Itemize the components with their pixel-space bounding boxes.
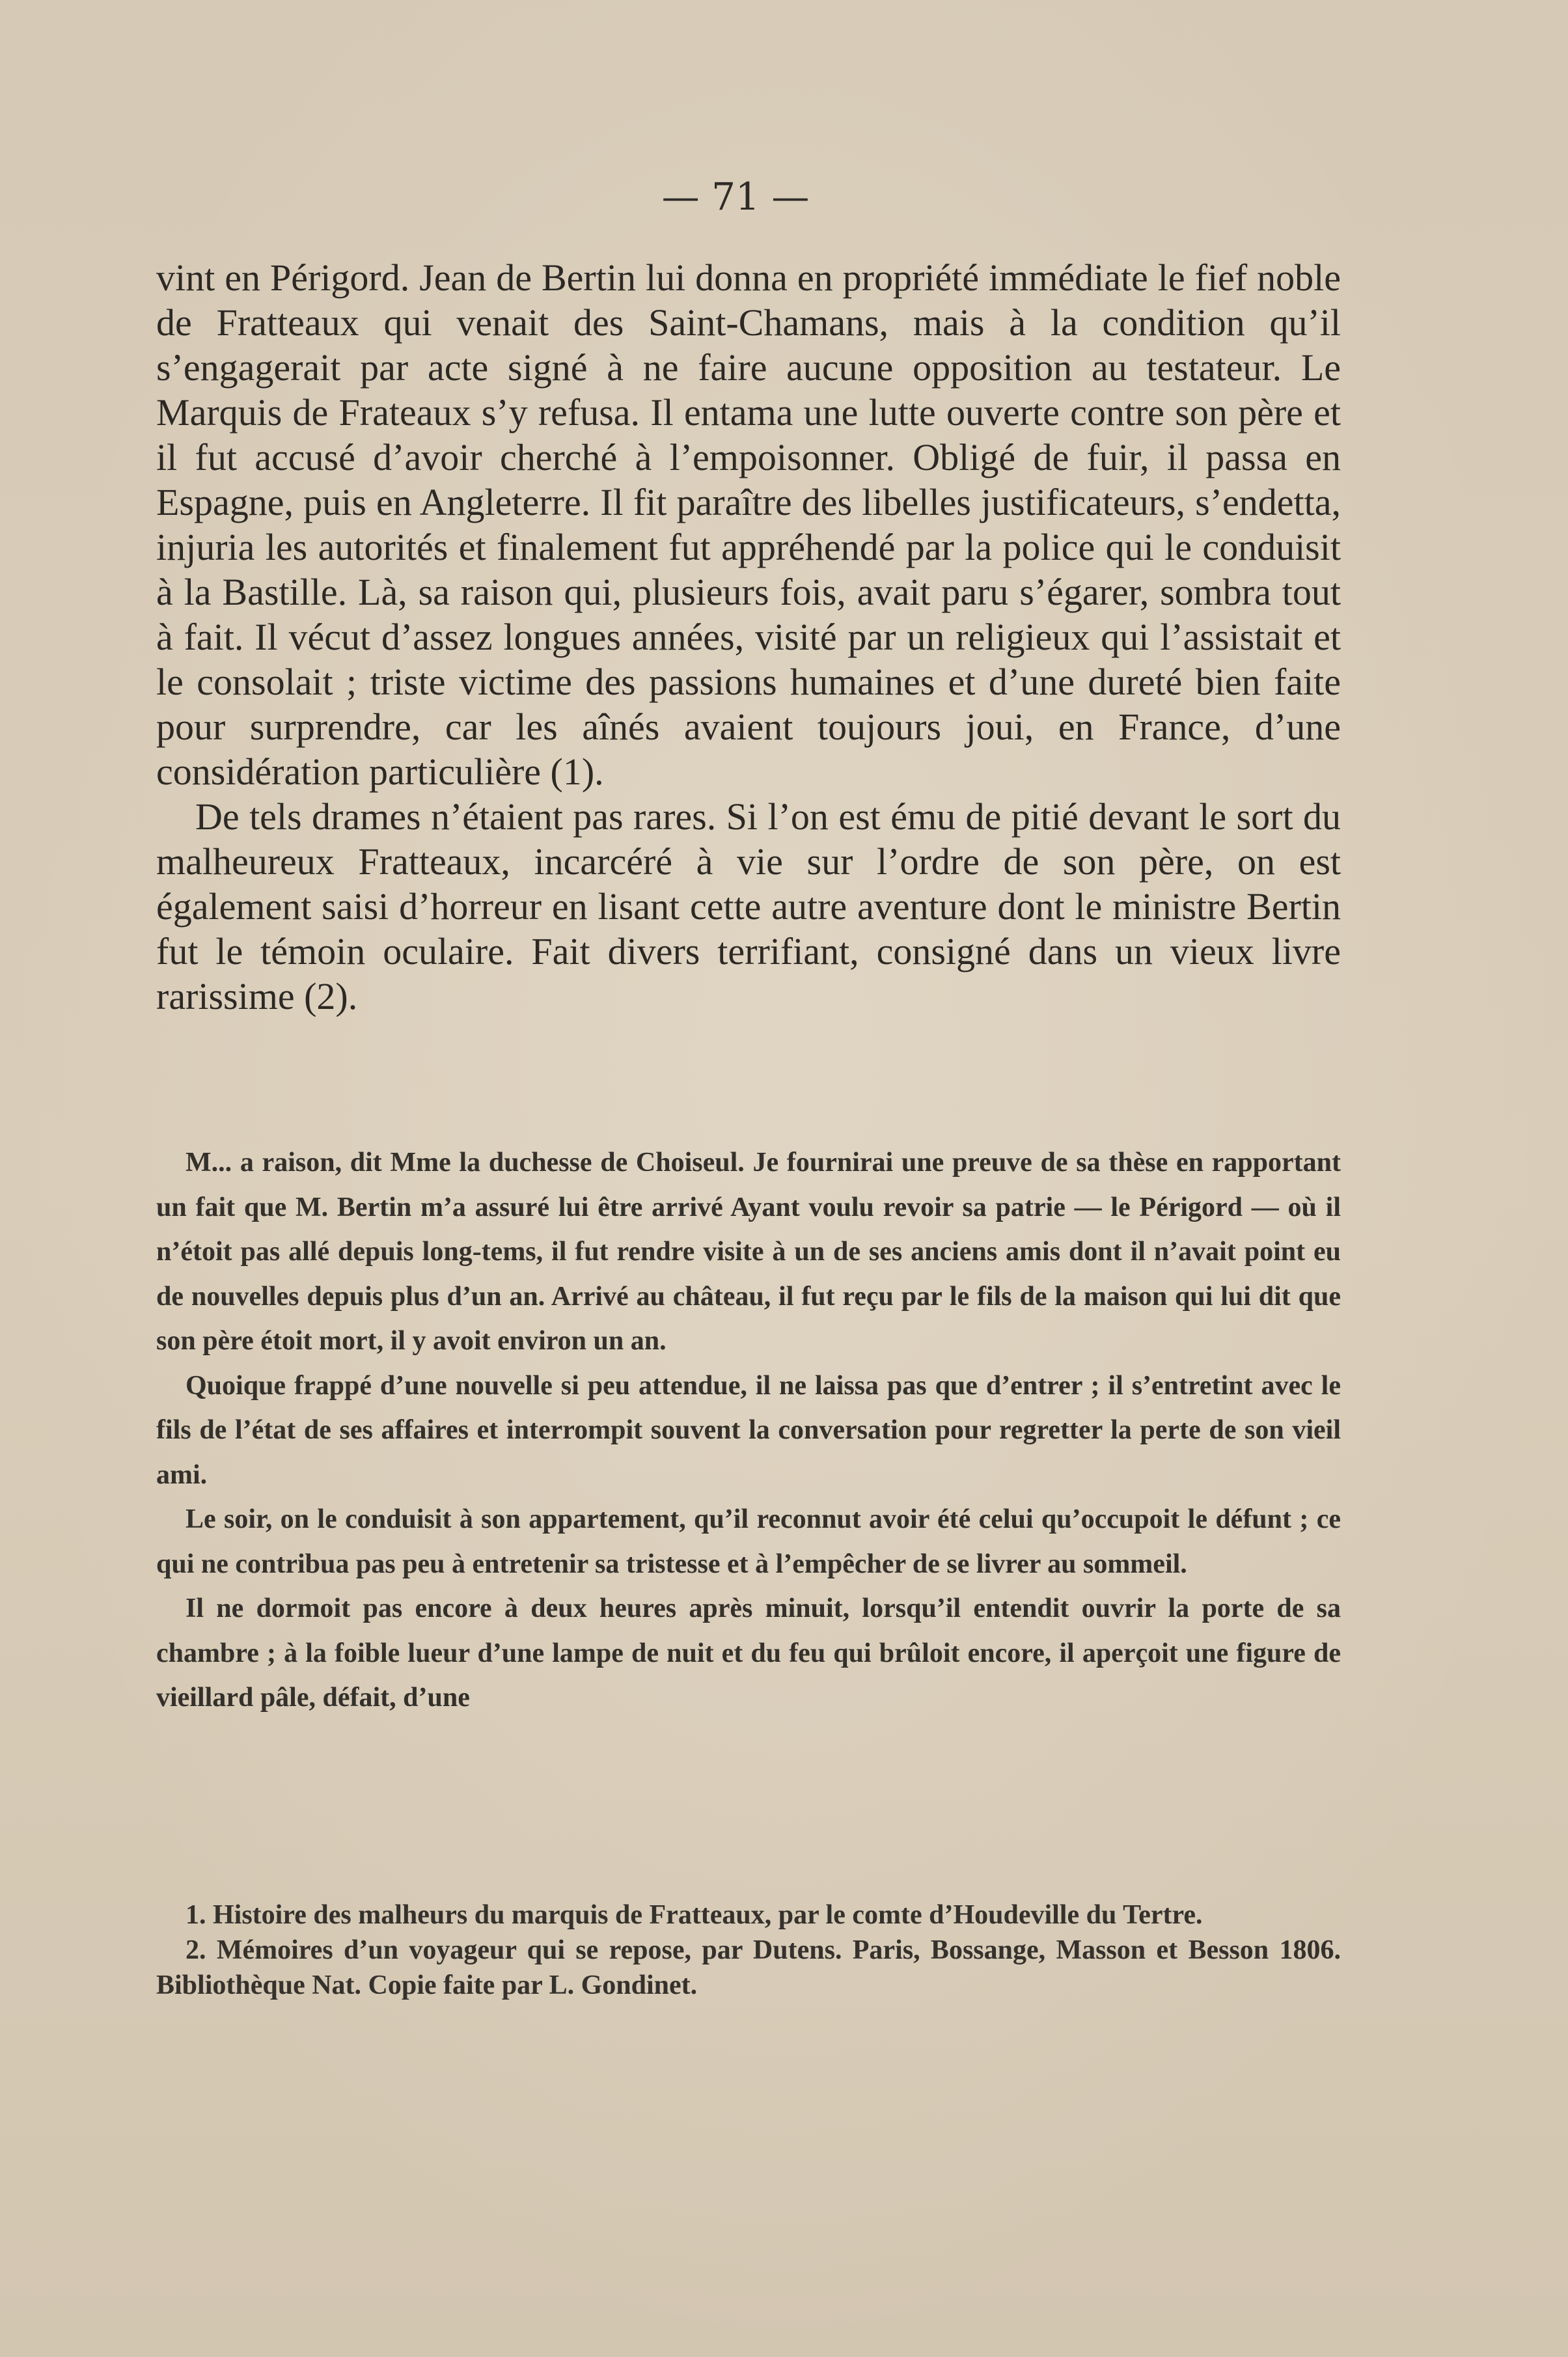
main-paragraph: vint en Périgord. Jean de Bertin lui donna en propriété immédiate le fief noble de Fratteaux qui venait des Saint-Chamans, mais à la condition qu’il s’engagerait par acte signé à ne faire aucune opposition au testateur. Le Marquis de Frateaux s’y refusa. Il entama une lutte ouverte contre son père et il fut accusé d’avoir cherché à l’empoisonner. Obligé de fuir, il passa en Espagne, puis en Angleterre. Il fit paraître des libelles justificateurs, s’endetta, injuria les autorités et finalement fut appréhendé par la police qui le conduisit à la Bastille. Là, sa raison qui, plusieurs fois, avait paru s’égarer, sombra tout à fait. Il vécut d’assez longues années, visité par un religieux qui l’assistait et le consolait ; triste victime des passions humaines et d’une dureté bien faite pour surprendre, car les aînés avaient toujours joui, en France, d’une considération particulière (1). [156, 256, 1341, 793]
main-text [156, 255, 1341, 1019]
main-paragraph: De tels drames n’étaient pas rares. Si l’on est ému de pitié devant le sort du malheureux Fratteaux, incarcéré à vie sur l’ordre de son père, on est également saisi d’horreur en lisant cette autre aventure dont le ministre Bertin fut le témoin oculaire. Fait divers terrifiant, consigné dans un vieux livre rarissime (2). [156, 795, 1341, 1017]
footnote: 2. Mémoires d’un voyageur qui se repose, par Dutens. Paris, Bossange, Masson et Besson 1806. Bibliothèque Nat. Copie faite par L. Gondinet. [156, 1935, 1341, 2000]
quote-paragraph: M... a raison, dit Mme la duchesse de Choiseul. Je fournirai une preuve de sa thèse en rapportant un fait que M. Bertin m’a assuré lui être arrivé Ayant voulu revoir sa patrie — le Périgord — où il n’étoit pas allé depuis long-tems, il fut rendre visite à un de ses anciens amis dont il n’avait point eu de nouvelles depuis plus d’un an. Arrivé au château, il fut reçu par le fils de la maison qui lui dit que son père étoit mort, il y avoit environ un an. [156, 1148, 1341, 1356]
quote-paragraph: Quoique frappé d’une nouvelle si peu attendue, il ne laissa pas que d’entrer ; il s’entretint avec le fils de l’état de ses affaires et interrompit souvent la conversation pour regretter la perte de son vieil ami. [156, 1370, 1341, 1490]
footnotes [156, 1897, 1341, 2003]
footnote: 1. Histoire des malheurs du marquis de Fratteaux, par le comte d’Houdeville du Tertre. [186, 1900, 1203, 1930]
quoted-passage [156, 1140, 1341, 1720]
quote-paragraph: Le soir, on le conduisit à son appartement, qu’il reconnut avoir été celui qu’occupoit le défunt ; ce qui ne contribua pas peu à entretenir sa tristesse et à l’empêcher de se livrer au sommeil. [156, 1504, 1341, 1579]
page-number: — 71 — [661, 174, 810, 219]
quote-paragraph: Il ne dormoit pas encore à deux heures après minuit, lorsqu’il entendit ouvrir la porte de sa chambre ; à la foible lueur d’une lampe de nuit et du feu qui brûloit encore, il aperçoit une figure de vieillard pâle, défait, d’une [156, 1593, 1341, 1713]
